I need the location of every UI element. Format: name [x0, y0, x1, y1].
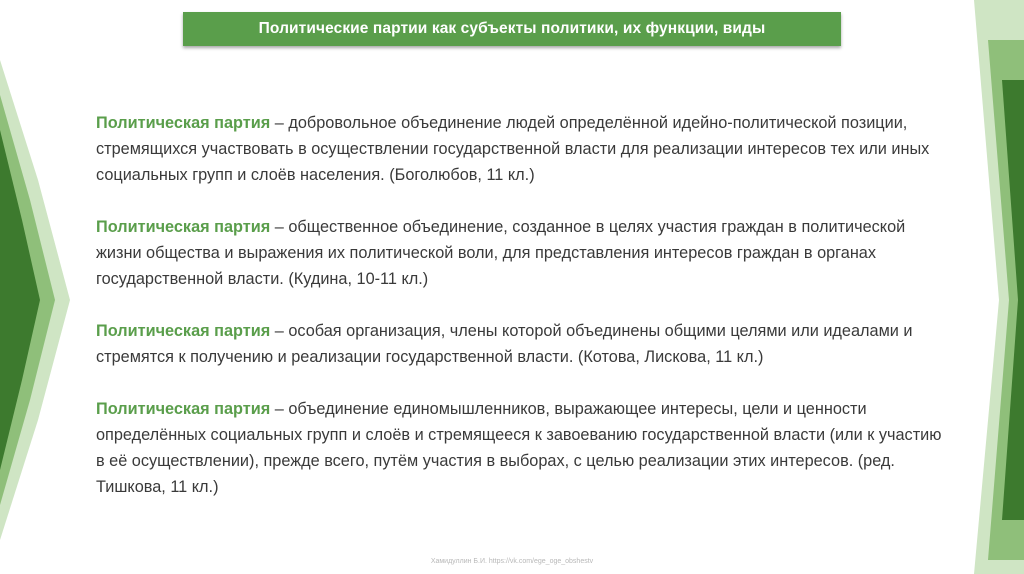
footer-credit: Хамидуллин Б.И. https://vk.com/ege_oge_obshestv — [430, 558, 594, 565]
definition-term: Политическая партия — [96, 114, 271, 132]
definition-paragraph — [96, 396, 946, 500]
definition-paragraph — [96, 214, 946, 292]
right-green-decoration — [954, 0, 1024, 574]
definition-paragraph — [96, 110, 946, 188]
slide-title: Политические партии как субъекты политики, их функции, виды — [258, 20, 766, 37]
definition-paragraph — [96, 318, 946, 370]
title-bar — [183, 12, 841, 46]
definition-term: Политическая партия — [96, 322, 271, 340]
definition-term: Политическая партия — [96, 400, 271, 418]
definitions-list — [96, 110, 946, 526]
definition-text: – особая организация, члены которой объединены общими целями или идеалами и стремятся к получению и реализации государственной власти. (Котова, Лискова, 11 кл.) — [96, 322, 913, 366]
left-green-decoration — [0, 0, 70, 574]
definition-text: – общественное объединение, созданное в целях участия граждан в политической жизни общества и выражения их политической воли, для представления интересов граждан в органах государственной власти. (Кудина, 10-11 кл.) — [96, 218, 906, 288]
definition-text: – объединение единомышленников, выражающее интересы, цели и ценности определённых социальных групп и слоёв и стремящееся к завоеванию государственной власти (или к участию в её осуществлении), прежде всего, путём участия в выборах, с целью реализации этих интересов. (ред. Тишкова, 11 кл.) — [96, 400, 942, 496]
definition-term: Политическая партия — [96, 218, 271, 236]
definition-text: – добровольное объединение людей определённой идейно-политической позиции, стремящихся участвовать в осуществлении государственной власти для реализации интересов тех или иных социальных групп и слоёв населения. (Боголюбов, 11 кл.) — [96, 114, 930, 184]
